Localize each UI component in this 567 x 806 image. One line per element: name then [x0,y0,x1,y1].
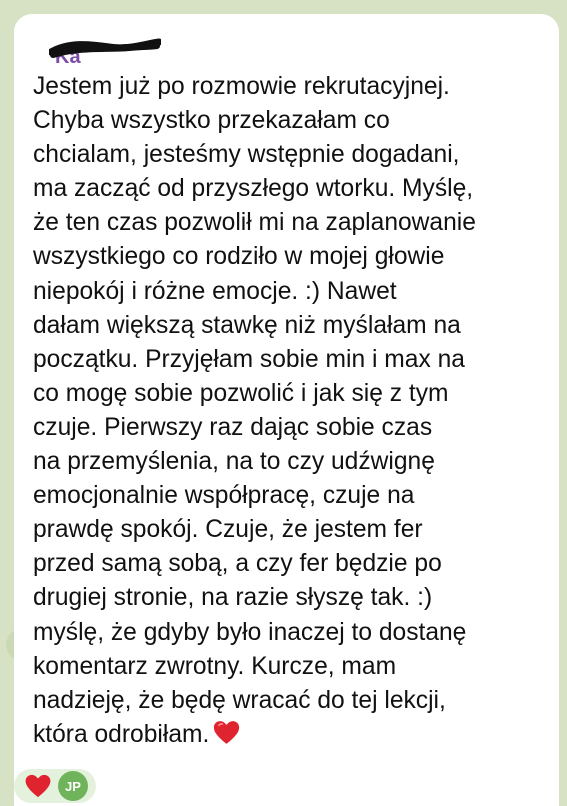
message-line: nadzieję, że będę wracać do tej lekcji, [33,686,446,714]
sender-header [49,34,543,70]
message-text [33,70,543,752]
message-line: myślę, że gdyby było inaczej to dostanę [33,618,467,646]
message-line: na przemyślenia, na to czy udźwignę [33,448,435,476]
red-heart-icon [24,774,52,798]
message-bubble[interactable] [14,14,559,806]
red-heart-icon [213,720,240,745]
message-line: niepokój i różne emocje. :) Nawet [33,277,397,305]
message-line: wszystkiego co rodziło w mojej głowie [33,243,445,271]
message-line: komentarz zwrotny. Kurcze, mam [33,652,397,680]
message-line: co mogę sobie pozwolić i jak się z tym [33,379,449,407]
reactions-bar [14,766,96,806]
message-line: początku. Przyjęłam sobie min i max na [33,345,465,373]
message-line: Jestem już po rozmowie rekrutacyjnej. [33,73,450,100]
heart-reaction-chip[interactable] [14,769,96,803]
message-line: dałam większą stawkę niż myślałam na [33,311,461,339]
sender-name[interactable]: Ka [55,46,81,68]
message-line: drugiej stronie, na razie słyszę tak. :) [33,584,433,612]
message-line: Chyba wszystko przekazałam co [33,107,390,135]
message-line: ma zacząć od przyszłego wtorku. Myślę, [33,175,474,203]
message-line: przed samą sobą, a czy fer będzie po [33,550,442,578]
redaction-scribble [49,38,161,60]
message-line: chcialam, jesteśmy wstępnie dogadani, [33,141,460,169]
message-line: czuje. Pierwszy raz dając sobie czas [33,413,433,441]
message-line: prawdę spokój. Czuje, że jestem fer [33,516,423,544]
message-line: że ten czas pozwolił mi na zaplanowanie [33,209,476,237]
message-line: która odrobiłam. [33,720,210,748]
message-line-last [33,718,543,752]
message-line: emocjonalnie współpracę, czuje na [33,482,415,510]
reactor-avatar[interactable]: JP [58,771,88,801]
